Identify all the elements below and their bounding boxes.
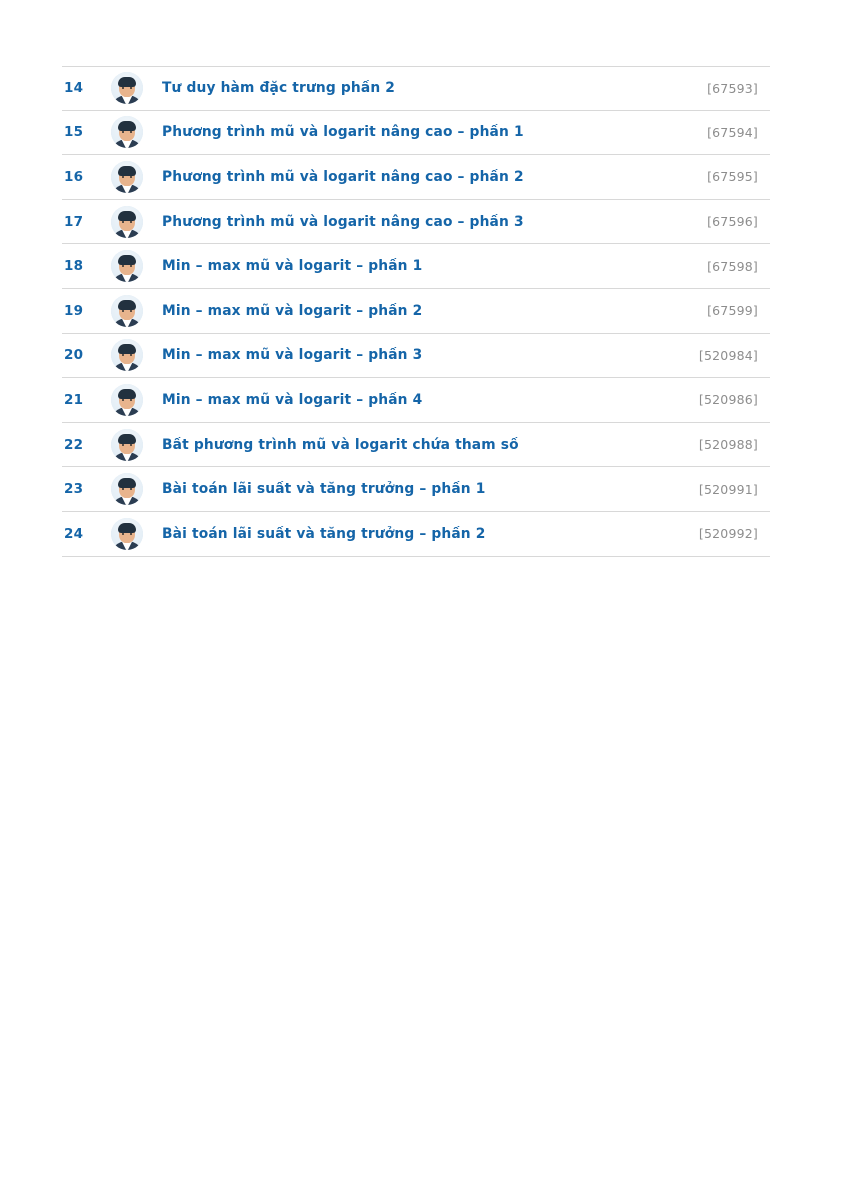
list-item[interactable] <box>62 200 770 245</box>
lesson-title[interactable]: Min – max mũ và logarit – phần 2 <box>162 302 423 319</box>
lesson-list <box>62 66 770 557</box>
lesson-title[interactable]: Bất phương trình mũ và logarit chứa tham số <box>162 436 519 453</box>
teacher-portrait-icon <box>111 72 143 104</box>
list-item[interactable] <box>62 289 770 334</box>
lesson-code: [520984] <box>698 347 758 363</box>
lesson-index: 17 <box>64 213 84 230</box>
teacher-portrait-icon <box>111 250 143 282</box>
lesson-index: 20 <box>64 347 84 364</box>
teacher-portrait-icon <box>111 518 143 550</box>
list-item[interactable] <box>62 423 770 468</box>
avatar <box>102 206 152 238</box>
lesson-title[interactable]: Min – max mũ và logarit – phần 4 <box>162 391 423 408</box>
teacher-portrait-icon <box>111 339 143 371</box>
avatar <box>102 250 152 282</box>
lesson-index: 16 <box>64 168 84 185</box>
avatar <box>102 72 152 104</box>
lesson-title[interactable]: Phương trình mũ và logarit nâng cao – phần 3 <box>162 213 524 230</box>
avatar <box>102 473 152 505</box>
list-item[interactable] <box>62 66 770 111</box>
avatar <box>102 116 152 148</box>
list-item[interactable] <box>62 378 770 423</box>
teacher-portrait-icon <box>111 206 143 238</box>
lesson-index: 21 <box>64 391 84 408</box>
lesson-code: [67595] <box>707 169 758 185</box>
lesson-title[interactable]: Bài toán lãi suất và tăng trưởng – phần 2 <box>162 525 486 542</box>
lesson-code: [67598] <box>707 258 758 274</box>
lesson-title[interactable]: Phương trình mũ và logarit nâng cao – phần 2 <box>162 168 524 185</box>
lesson-code: [67599] <box>707 303 758 319</box>
teacher-portrait-icon <box>111 429 143 461</box>
list-item[interactable] <box>62 334 770 379</box>
avatar <box>102 518 152 550</box>
lesson-code: [520991] <box>698 481 758 497</box>
avatar <box>102 295 152 327</box>
lesson-index: 22 <box>64 436 84 453</box>
lesson-code: [520992] <box>698 526 758 542</box>
avatar <box>102 161 152 193</box>
lesson-title[interactable]: Min – max mũ và logarit – phần 3 <box>162 347 423 364</box>
list-item[interactable] <box>62 512 770 557</box>
lesson-index: 18 <box>64 258 84 275</box>
avatar <box>102 429 152 461</box>
lesson-title[interactable]: Min – max mũ và logarit – phần 1 <box>162 258 423 275</box>
lesson-index: 15 <box>64 124 84 141</box>
lesson-title[interactable]: Bài toán lãi suất và tăng trưởng – phần 1 <box>162 481 486 498</box>
lesson-code: [67594] <box>707 124 758 140</box>
teacher-portrait-icon <box>111 384 143 416</box>
teacher-portrait-icon <box>111 161 143 193</box>
lesson-index: 24 <box>64 525 84 542</box>
lesson-index: 14 <box>64 80 84 97</box>
list-item[interactable] <box>62 467 770 512</box>
lesson-title[interactable]: Tư duy hàm đặc trưng phần 2 <box>162 80 396 97</box>
lesson-code: [520986] <box>698 392 758 408</box>
lesson-code: [67593] <box>707 80 758 96</box>
lesson-title[interactable]: Phương trình mũ và logarit nâng cao – phần 1 <box>162 124 524 141</box>
teacher-portrait-icon <box>111 116 143 148</box>
avatar <box>102 384 152 416</box>
lesson-code: [67596] <box>707 214 758 230</box>
list-item[interactable] <box>62 155 770 200</box>
avatar <box>102 339 152 371</box>
teacher-portrait-icon <box>111 473 143 505</box>
list-item[interactable] <box>62 244 770 289</box>
lesson-index: 19 <box>64 302 84 319</box>
lesson-code: [520988] <box>698 437 758 453</box>
teacher-portrait-icon <box>111 295 143 327</box>
lesson-index: 23 <box>64 481 84 498</box>
list-item[interactable] <box>62 111 770 156</box>
